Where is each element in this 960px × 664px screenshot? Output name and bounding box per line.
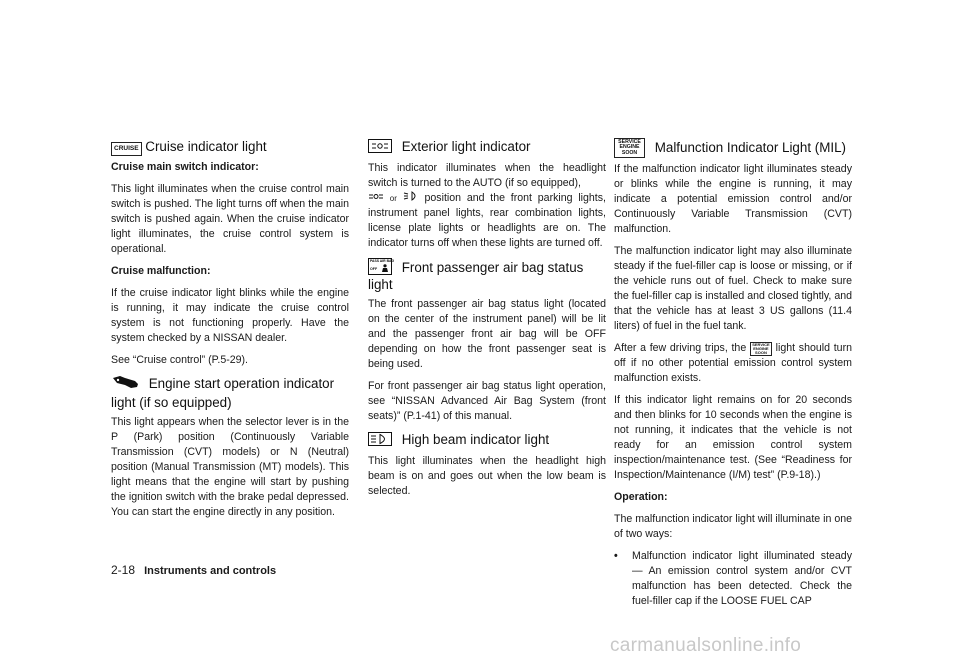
airbag-icon-line1: PASS AIR BAG xyxy=(370,259,395,263)
exterior-paragraph-b: position and the front parking lights, instrument panel lights, rear combination lights, license plate lights or headlights are on. The indicator turns off when these lights are turned off. xyxy=(368,192,606,249)
cruise-paragraph-1: This light illuminates when the cruise control main switch is pushed. The light turns off when the main switch is pushed again. When the cruise indicator light illuminates, the cruise control system is operational. xyxy=(111,183,349,255)
cruise-title: Cruise indicator light xyxy=(145,139,267,154)
airbag-icon-line2: OFF xyxy=(370,267,378,271)
mil-paragraph-1: If the malfunction indicator light illuminates steady or blinks while the engine is running, it may indicate a potential emission control and/or Continuously Variable Transmission (CVT) malfunction. xyxy=(614,163,852,236)
list-item xyxy=(614,549,852,609)
column-left xyxy=(111,138,349,527)
exterior-or: or xyxy=(389,194,397,203)
mil-paragraph-3b: light should turn off if no other potential emission control system malfunction exists. xyxy=(614,342,852,385)
exterior-light-icon xyxy=(368,139,392,157)
bullet-mark: • xyxy=(614,550,618,563)
column-middle xyxy=(368,138,606,506)
engine-start-paragraph: This light appears when the selector lever is in the P (Park) position (Continuously Variable Transmission (CVT) models) or N (Neutral) position (Manual Transmission (MT) models). This light means that the engine will start by pushing the ignition switch with the brake pedal depressed. You can start the engine directly in any position. xyxy=(111,416,349,518)
exterior-paragraph-a: This indicator illuminates when the headlight switch is turned to the AUTO (if so equipped), xyxy=(368,162,606,189)
mil-heading xyxy=(614,138,852,158)
mil-paragraph-4: If this indicator light remains on for 20 seconds and then blinks for 10 seconds when the engine is not running, it indicates that the vehicle is not ready for an emission control system inspection/maintenance test. (See “Readiness for Inspection/Maintenance (I/M) test” (P.9-18).) xyxy=(614,394,852,482)
page-footer xyxy=(111,563,276,577)
cruise-paragraph-2: If the cruise indicator light blinks while the engine is running, it may indicate the cruise control system is not functioning properly. Have the system checked by a NISSAN dealer. xyxy=(111,287,349,344)
high-beam-icon xyxy=(368,432,392,450)
headlight-icon xyxy=(403,192,425,204)
bullet-text: Malfunction indicator light illuminated steady — An emission control system and/or CVT malfunction has been detected. Check the fuel-filler cap if the LOOSE FUEL CAP xyxy=(632,550,852,608)
cruise-malfunction-subheading: Cruise malfunction: xyxy=(111,265,211,277)
operation-subheading: Operation: xyxy=(614,491,668,504)
page-number: 2-18 xyxy=(111,563,136,577)
highbeam-heading xyxy=(368,431,606,450)
cruise-main-switch-subheading: Cruise main switch indicator: xyxy=(111,161,259,173)
exterior-paragraph xyxy=(368,161,606,251)
mil-paragraph-3a: After a few driving trips, the xyxy=(614,342,747,355)
cruise-indicator-icon: CRUISE xyxy=(111,142,142,156)
column-right xyxy=(614,138,852,609)
parking-light-icon xyxy=(368,192,390,204)
highbeam-paragraph: This light illuminates when the headlight high beam is on and goes out when the low beam is selected. xyxy=(368,455,606,497)
mil-paragraph-3 xyxy=(614,341,852,386)
airbag-paragraph-1: The front passenger air bag status light (located on the center of the instrument panel) will be lit and the passenger front air bag will be OFF depending on how the front passenger seat is being used. xyxy=(368,298,606,370)
service-engine-soon-icon: SERVICE ENGINE SOON xyxy=(614,138,645,158)
mil-paragraph-2: The malfunction indicator light may also illuminate steady if the fuel-filler cap is loose or missing, or if the vehicle runs out of fuel. Check to make sure the fuel-filler cap is installed and closed tightly, and that the vehicle has at least 3 US gallons (11.4 liters) of fuel in the fuel tank. xyxy=(614,245,852,333)
exterior-heading xyxy=(368,138,606,157)
highbeam-title: High beam indicator light xyxy=(401,432,550,447)
airbag-paragraph-2: For front passenger air bag status light operation, see “NISSAN Advanced Air Bag System (front seats)” (P.1-41) of this manual. xyxy=(368,380,606,422)
mil-paragraph-5: The malfunction indicator light will illuminate in one of two ways: xyxy=(614,513,852,541)
engine-start-icon xyxy=(111,375,139,394)
airbag-status-icon xyxy=(368,258,395,275)
watermark: carmanualsonline.info xyxy=(610,635,802,656)
section-name: Instruments and controls xyxy=(144,565,277,577)
airbag-title: Front passenger air bag status light xyxy=(368,260,584,292)
cruise-reference: See “Cruise control” (P.5-29). xyxy=(111,354,248,366)
exterior-title: Exterior light indicator xyxy=(401,139,531,154)
mil-title: Malfunction Indicator Light (MIL) xyxy=(654,139,847,155)
cruise-heading xyxy=(111,138,349,156)
airbag-heading xyxy=(368,258,606,293)
engine-start-title: Engine start operation indicator light (if so equipped) xyxy=(111,376,335,410)
service-engine-soon-inline-icon: SERVICE ENGINE SOON xyxy=(750,342,772,357)
engine-start-heading xyxy=(111,375,349,411)
